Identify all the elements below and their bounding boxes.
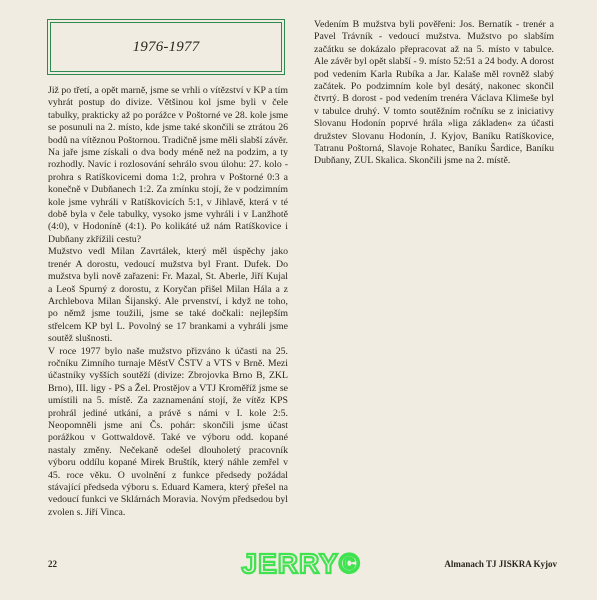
logo-text: JERRY© xyxy=(241,548,361,579)
title-frame xyxy=(47,19,285,75)
jerry-logo xyxy=(237,542,365,586)
page-title: 1976-1977 xyxy=(132,38,200,55)
right-column xyxy=(314,19,554,168)
page-number: 22 xyxy=(48,559,57,569)
left-column xyxy=(48,85,288,519)
almanac-title: Almanach TJ JISKRA Kyjov xyxy=(444,559,557,569)
paragraph: Mužstvo vedl Milan Zavrtálek, který měl úspěchy jako trenér A dorostu, vedoucí mužstva byl Frant. Dufek. Do mužstva byli nově zařazeni: Fr. Mazal, St. Aberle, Jiří Kujal a Leoš Spurný z dorostu, z Koryčan přišel Milan Hála a z Archlebova Milan Šijanský. Ale prvenství, i když ne toho, po němž jsme toužili, jsme se také dočkali: nejlepším střelcem KP byl L. Povolný se 17 brankami a vyhráli jsme soutěž slušnosti. xyxy=(48,246,288,345)
paragraph: Již po třetí, a opět marně, jsme se vrhli o vítězství v KP a tím vyhrát postup do divize. Většinou kol jsme byli v čele tabulky, prakticky až po porážce v Poštorné ve 28. kole jsme se posunuli na 2. místo, kde jsme také skončili se ztrátou 26 bodů na vítěznou Poštornou. Tradičně jsme měli slabší závěr. Na jaře jsme získali o dva body méně než na podzim, a ty rozhodly. Navíc i rozlosování sehrálo svou úlohu: 27. kolo - prohra s Ratíškovicemi doma 1:2, prohra v Poštorné 0:3 a konečně v Dubňanech 1:2. Za zmínku stojí, že v podzimním kole jsme vyhráli v Ratíškovicích 5:1, v Jihlavě, která v té době byla v čele tabulky, vysoko jsme vyhráli i v Lanžhotě (4:0), v Hodoníně (4:1). Po kolikáté už nám Ratíškovice i Dubňany zkřížili cestu? xyxy=(48,85,288,245)
paragraph: Vedením B mužstva byli pověřeni: Jos. Bernatík - trenér a Pavel Trávník - vedoucí mužstva. Mužstvo po slabším začátku se dokázalo přepracovat až na 5. místo v tabulce. Ale závěr byl opět slabší - 9. místo 52:51 a 24 body. A dorost pod vedením Karla Rubíka a Jar. Kalaše měl rovněž slabý začátek. Po podzimním kole byl desátý, nakonec skončil čtvrtý. B dorost - pod vedením trenéra Václava Klimeše byl v tabulce druhý. V tomto soutěžním ročníku se z iniciativy Slovanu Hodonín poprvé hrála »liga základen« za účasti družstev Slovanu Hodonín, J. Kyjov, Baníku Ratíškovice, Tatranu Poštorná, Slavoje Rohatec, Baníku Šardice, Baníku Dubňany, ZUL Skalica. Skončili jsme na 2. místě. xyxy=(314,19,554,167)
title-frame-inner xyxy=(50,22,282,72)
paragraph: V roce 1977 bylo naše mužstvo přizváno k účasti na 25. ročníku Zimního turnaje MěstV ČSTV a VTS v Brně. Mezi účastníky vyšších soutěží (divize: Zbrojovka Brno B, ZKL Brno), III. ligy - PS a Žel. Prostějov a VTJ Kroměříž jsme se umístili na 5. místě. Za zaznamenání stojí, že vítěz KPS prohrál jediné utkání, a právě s námi v I. kole 2:5. Neopomněli jsme ani Čs. pohár: skončili jsme účast porážkou v Gottwaldově. Také ve výboru odd. kopané nastaly změny. Nečekaně odešel dlouholetý pracovník výboru oddílu kopané Mirek Bruštík, který náhle zemřel v 45. roce věku. O uvolnění z funkce předsedy požádal stávající předseda výboru s. Eduard Kamera, který přešel na vedoucí funkci ve Sklárnách Moravia. Novým předsedou byl zvolen s. Jiří Vinca. xyxy=(48,345,288,518)
